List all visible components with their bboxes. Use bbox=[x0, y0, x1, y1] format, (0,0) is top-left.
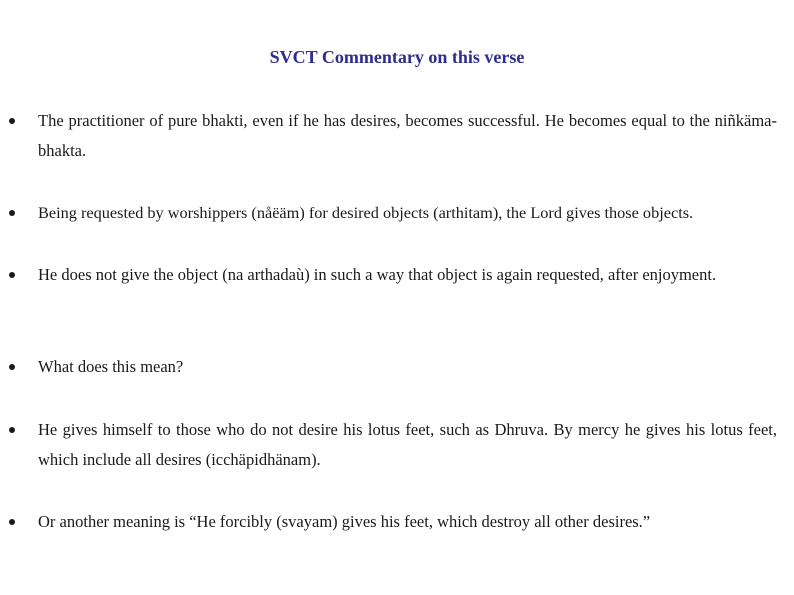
bullet-dot-icon bbox=[9, 364, 15, 370]
bullet-dot-icon bbox=[9, 210, 15, 216]
bullet-text: What does this mean? bbox=[38, 357, 184, 376]
bullet-dot-icon bbox=[9, 118, 15, 124]
bullet-text: The practitioner of pure bhakti, even if he has desires, becomes successful. He becomes equal to the niñkäma-bhakta. bbox=[38, 111, 777, 160]
bullet-dot-icon bbox=[9, 427, 15, 433]
bullet-text: Being requested by worshippers (nåëäm) for desired objects (arthitam), the Lord gives those objects. bbox=[38, 203, 694, 222]
bullet-dot-icon bbox=[9, 272, 15, 278]
bullet-text: He gives himself to those who do not desire his lotus feet, such as Dhruva. By mercy he gives his lotus feet, which include all desires (icchäpidhänam). bbox=[38, 420, 777, 469]
slide-title: SVCT Commentary on this verse bbox=[269, 47, 525, 67]
bullet-text: Or another meaning is “He forcibly (svayam) gives his feet, which destroy all other desires.” bbox=[38, 512, 651, 531]
bullet-dot-icon bbox=[9, 519, 15, 525]
bullet-text: He does not give the object (na arthadaù) in such a way that object is again requested, after enjoyment. bbox=[38, 265, 717, 284]
